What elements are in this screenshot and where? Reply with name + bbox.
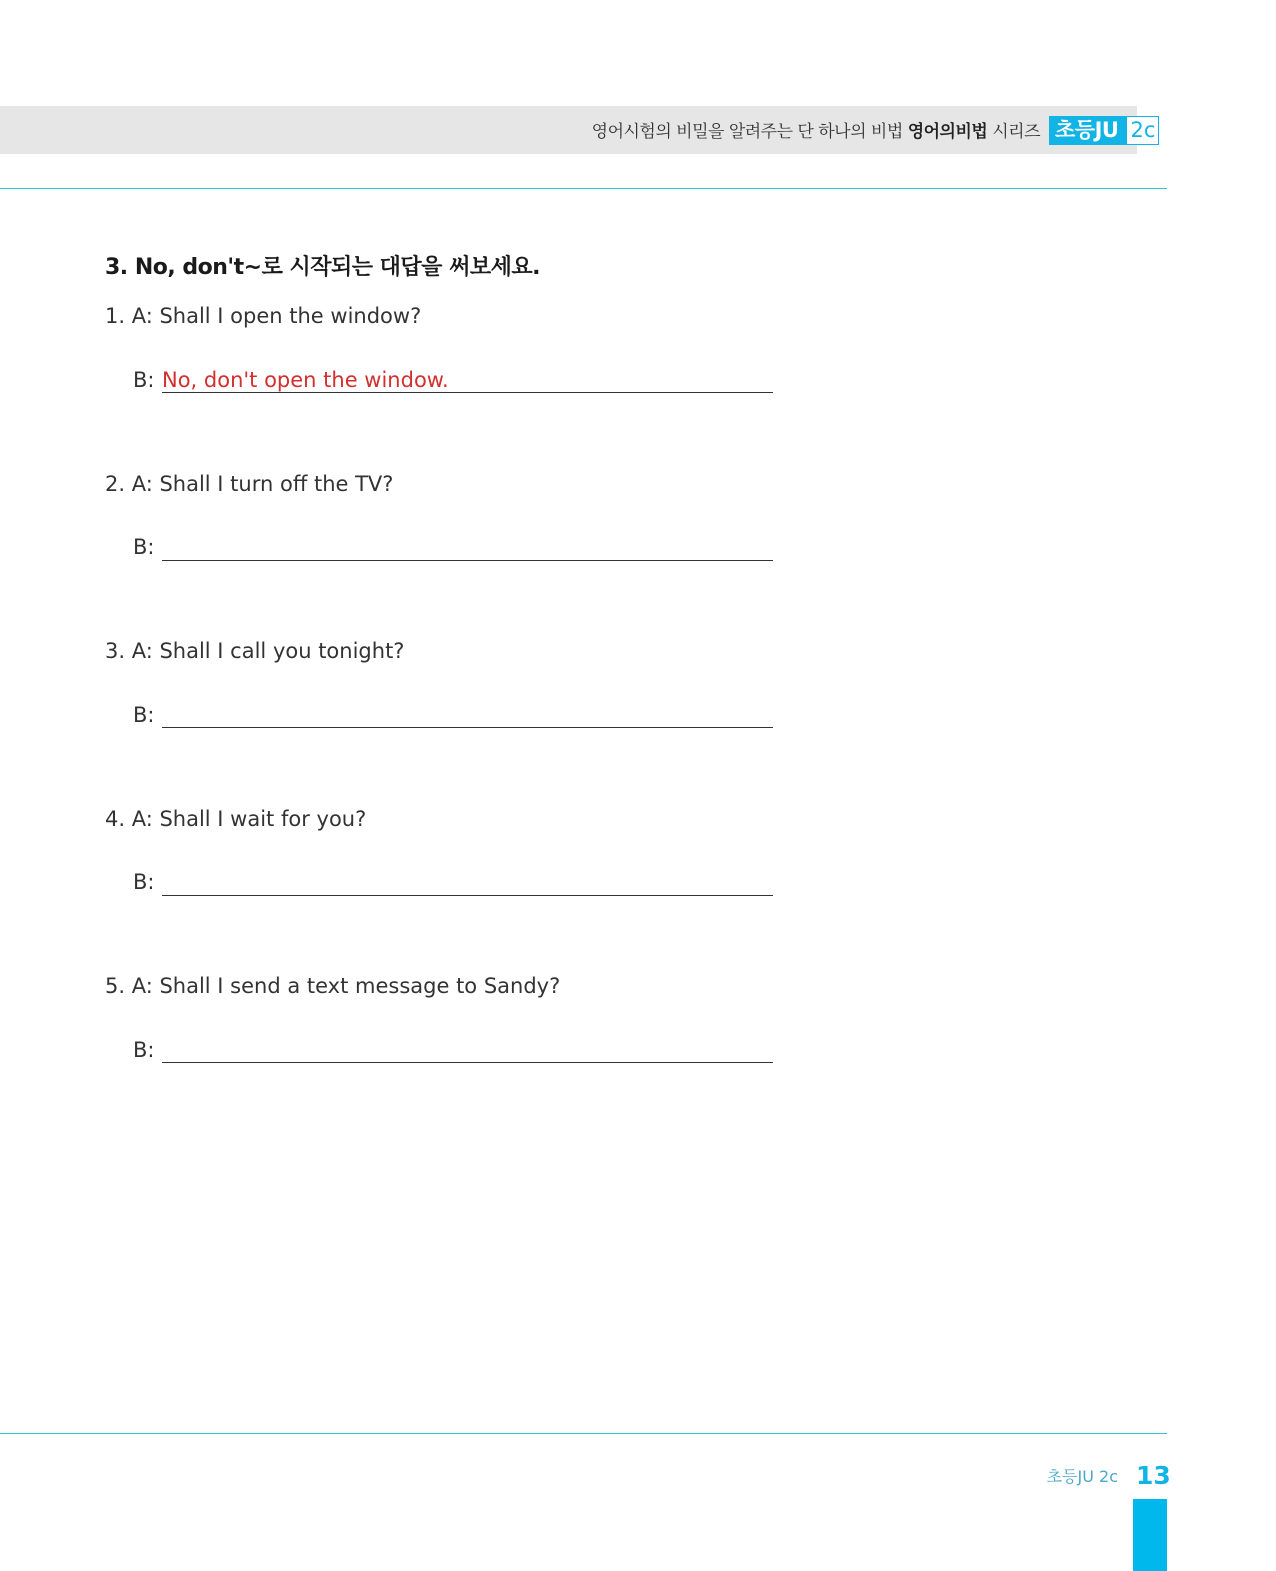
answer-text-1: No, don't open the window. [162, 368, 449, 392]
answer-label-5: B: [133, 1038, 155, 1062]
question-1: 1. A: Shall I open the window? [105, 304, 422, 328]
question-5: 5. A: Shall I send a text message to Sandy? [105, 974, 561, 998]
section-title: 3. No, don't~로 시작되는 대답을 써보세요. [105, 255, 540, 280]
answer-label-2: B: [133, 535, 155, 559]
page-tab-marker [1133, 1499, 1167, 1571]
answer-blank-1[interactable] [162, 392, 773, 393]
tagline-series-name: 영어의비법 [907, 122, 988, 142]
footer-brand: 초등JU 2c [1046, 1467, 1118, 1486]
answer-label-4: B: [133, 870, 155, 894]
brand-level: 2c [1126, 116, 1159, 145]
tagline-suffix: 시리즈 [992, 122, 1040, 142]
footer-rule [0, 1433, 1167, 1434]
answer-label-1: B: [133, 368, 155, 392]
page-number: 13 [1136, 1461, 1171, 1490]
answer-blank-2[interactable] [162, 560, 773, 561]
answer-blank-3[interactable] [162, 727, 773, 728]
question-2: 2. A: Shall I turn off the TV? [105, 472, 394, 496]
header-rule [0, 188, 1167, 189]
answer-blank-4[interactable] [162, 895, 773, 896]
brand-logo [1049, 116, 1159, 145]
tagline-prefix: 영어시험의 비밀을 알려주는 단 하나의 비법 [591, 122, 903, 142]
answer-label-3: B: [133, 703, 155, 727]
header-tagline [592, 117, 1040, 142]
question-3: 3. A: Shall I call you tonight? [105, 639, 405, 663]
brand-main: 초등JU [1049, 116, 1126, 145]
question-4: 4. A: Shall I wait for you? [105, 807, 367, 831]
answer-blank-5[interactable] [162, 1062, 773, 1063]
